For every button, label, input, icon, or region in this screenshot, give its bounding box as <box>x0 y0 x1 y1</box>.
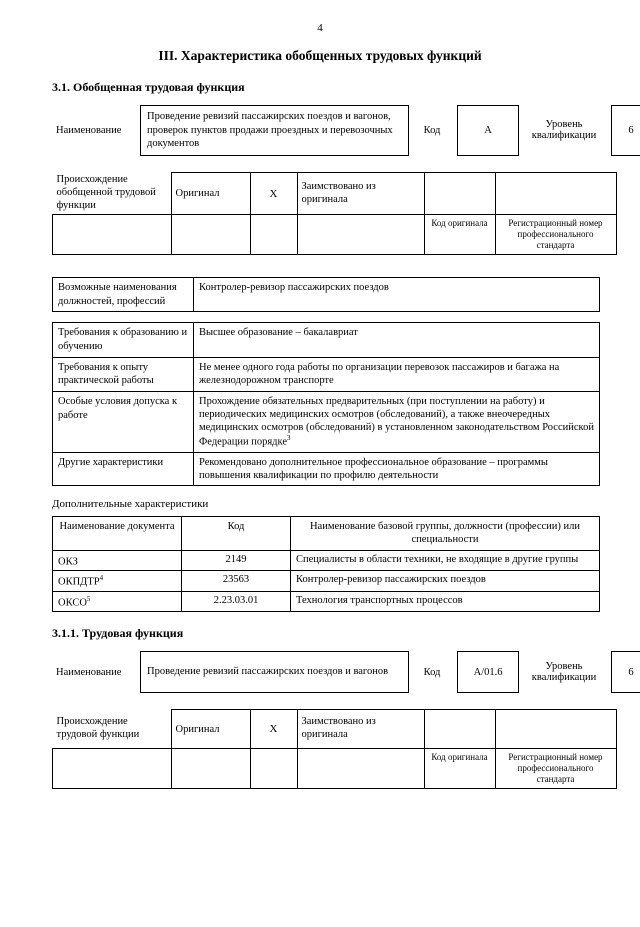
origin-code-box <box>424 172 495 214</box>
positions-label: Возможные наименования должностей, профессий <box>53 278 194 312</box>
table-row <box>53 550 600 571</box>
requirement-label: Требования к образованию и обучению <box>53 323 194 357</box>
origin-label: Происхождение обобщенной трудовой функции <box>53 172 172 214</box>
origin-reg-box <box>495 710 616 749</box>
cell-document <box>53 571 182 592</box>
level-label: Уровень квалификации <box>519 106 612 156</box>
name-label: Наименование <box>52 652 141 693</box>
cell-document <box>53 550 182 571</box>
labor-function-name-table <box>52 651 640 693</box>
origin-label: Происхождение трудовой функции <box>53 710 172 749</box>
document-page <box>0 22 640 927</box>
code-value: А <box>458 106 519 156</box>
footnote-marker: 3 <box>287 434 291 442</box>
table-row <box>53 571 600 592</box>
name-value: Проведение ревизий пассажирских поездов и вагонов, проверок пунктов продажи проездных и перевозочных документов <box>141 106 409 156</box>
requirement-label: Особые условия допуска к работе <box>53 392 194 453</box>
generalized-function-name-table <box>52 105 640 156</box>
additional-title: Дополнительные характеристики <box>52 498 640 510</box>
requirement-value-text: Прохождение обязательных предварительных (при поступлении на работу) и периодических медицинских осмотров (обследований), а также внеочередных медицинских осмотров (обследований) в установленном законодательством Российской Федерации порядке <box>199 396 594 448</box>
cell-document-sup: 4 <box>100 574 104 582</box>
column-header-name: Наименование базовой группы, должности (профессии) или специальности <box>291 517 600 550</box>
origin-borrowed-label: Заимствовано из оригинала <box>297 710 424 749</box>
level-value: 6 <box>612 652 640 693</box>
spacer-cell-4 <box>297 749 424 789</box>
requirements-block <box>52 322 600 486</box>
name-label: Наименование <box>52 106 141 156</box>
origin-code-box <box>424 710 495 749</box>
caption-code-original: Код оригинала <box>424 215 495 255</box>
origin-table-2 <box>52 709 617 789</box>
section-31-heading: 3.1. Обобщенная трудовая функция <box>52 80 640 95</box>
name-value: Проведение ревизий пассажирских поездов и вагонов <box>141 652 409 693</box>
labor-function-name-block <box>52 651 600 693</box>
origin-reg-box <box>495 172 616 214</box>
table-row <box>53 591 600 612</box>
origin-original-mark: X <box>250 172 297 214</box>
caption-reg-number: Регистрационный номер профессионального стандарта <box>495 215 616 255</box>
additional-block <box>52 516 600 612</box>
positions-value: Контролер-ревизор пассажирских поездов <box>194 278 600 312</box>
table-row <box>53 357 600 391</box>
page-number: 4 <box>0 22 640 34</box>
spacer-cell-3 <box>250 215 297 255</box>
code-label: Код <box>409 652 458 693</box>
cell-name: Технология транспортных процессов <box>291 591 600 612</box>
level-label: Уровень квалификации <box>519 652 612 693</box>
requirement-label: Требования к опыту практической работы <box>53 357 194 391</box>
spacer-cell-3 <box>250 749 297 789</box>
spacer-cell-4 <box>297 215 424 255</box>
requirement-label: Другие характеристики <box>53 453 194 486</box>
requirement-value: Не менее одного года работы по организации перевозок пассажиров и багажа на железнодорожном транспорте <box>194 357 600 391</box>
spacer-cell-2 <box>171 215 250 255</box>
cell-code: 2.23.03.01 <box>182 591 291 612</box>
table-row <box>53 453 600 486</box>
table-header-row <box>53 517 600 550</box>
generalized-function-name-block <box>52 105 600 156</box>
additional-table <box>52 516 600 612</box>
positions-table <box>52 277 600 312</box>
origin-table <box>52 172 617 255</box>
table-row <box>53 392 600 453</box>
column-header-code: Код <box>182 517 291 550</box>
origin-original-label: Оригинал <box>171 710 250 749</box>
cell-document-sup: 5 <box>87 595 91 603</box>
cell-document-text: ОКЗ <box>58 556 78 567</box>
origin-borrowed-label: Заимствовано из оригинала <box>297 172 424 214</box>
cell-name: Контролер-ревизор пассажирских поездов <box>291 571 600 592</box>
caption-code-original: Код оригинала <box>424 749 495 789</box>
origin-original-label: Оригинал <box>171 172 250 214</box>
level-value: 6 <box>612 106 640 156</box>
cell-code: 2149 <box>182 550 291 571</box>
cell-name: Специалисты в области техники, не входящие в другие группы <box>291 550 600 571</box>
positions-block <box>52 277 600 312</box>
spacer-cell-2 <box>171 749 250 789</box>
requirement-value <box>194 392 600 453</box>
code-label: Код <box>409 106 458 156</box>
spacer-cell-1 <box>53 215 172 255</box>
generalized-function-origin-block <box>52 172 600 255</box>
caption-reg-number: Регистрационный номер профессионального стандарта <box>495 749 616 789</box>
origin-original-mark: X <box>250 710 297 749</box>
cell-code: 23563 <box>182 571 291 592</box>
code-value: A/01.6 <box>458 652 519 693</box>
requirement-value: Рекомендовано дополнительное профессиональное образование – программы повышения квалификации по профилю деятельности <box>194 453 600 486</box>
requirements-table <box>52 322 600 486</box>
table-row <box>53 323 600 357</box>
labor-function-origin-block <box>52 709 600 789</box>
page-title: III. Характеристика обобщенных трудовых функций <box>0 48 640 64</box>
cell-document-text: ОКСО <box>58 597 87 608</box>
requirement-value: Высшее образование – бакалавриат <box>194 323 600 357</box>
cell-document <box>53 591 182 612</box>
section-311-heading: 3.1.1. Трудовая функция <box>52 626 640 641</box>
spacer-cell-1 <box>53 749 172 789</box>
cell-document-text: ОКПДТР <box>58 577 100 588</box>
column-header-document: Наименование документа <box>53 517 182 550</box>
